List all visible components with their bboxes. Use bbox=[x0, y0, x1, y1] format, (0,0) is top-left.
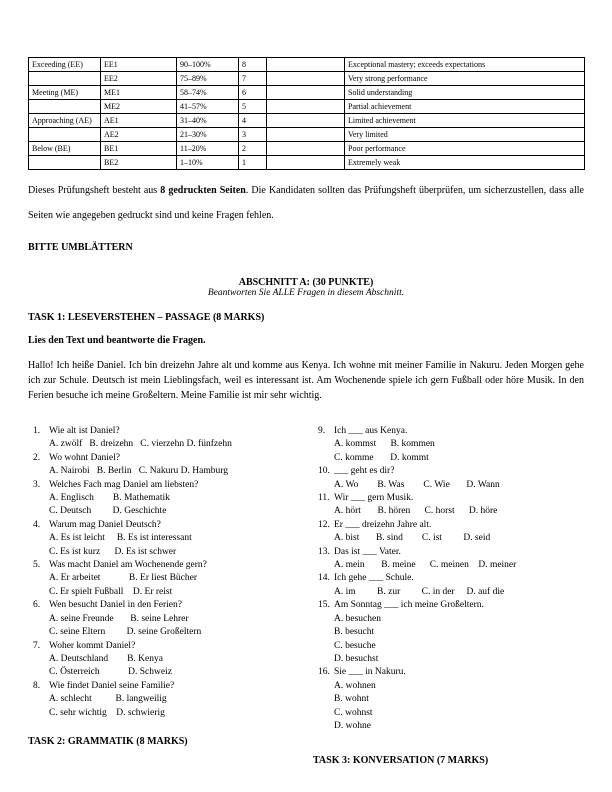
question-head bbox=[318, 519, 584, 532]
section-a-subtitle: Beantworten Sie ALLE Fragen in diesem Abschnitt. bbox=[207, 288, 405, 298]
question-head bbox=[318, 572, 584, 585]
question-head bbox=[33, 599, 310, 612]
question-text: Wie alt ist Daniel? bbox=[49, 426, 120, 436]
question-options-line: A. Englisch B. Mathematik bbox=[49, 493, 170, 504]
question-number: 12. bbox=[318, 519, 330, 530]
question-head bbox=[33, 425, 310, 438]
question-number: 8. bbox=[33, 680, 41, 691]
question-options-line: C. sehr wichtig D. schwierig bbox=[49, 707, 165, 718]
grading-table-row bbox=[29, 72, 585, 86]
question-number: 3. bbox=[33, 479, 41, 490]
task3-title: TASK 3: KONVERSATION (7 MARKS) bbox=[313, 755, 489, 767]
grading-cell-score: 6 bbox=[239, 86, 267, 100]
grading-cell-band bbox=[29, 156, 101, 170]
question-text: Ich ___ aus Kenya. bbox=[334, 426, 408, 436]
grading-cell-blank bbox=[267, 100, 345, 114]
question-text: Welches Fach mag Daniel am liebsten? bbox=[49, 479, 199, 490]
grading-table-row bbox=[29, 114, 585, 128]
question-item bbox=[318, 599, 584, 666]
grading-cell-code: BE1 bbox=[101, 142, 177, 156]
question-item bbox=[33, 452, 310, 479]
grading-cell-code: AE2 bbox=[101, 128, 177, 142]
question-text: Ich gehe ___ Schule. bbox=[334, 573, 414, 584]
question-item bbox=[33, 425, 310, 452]
question-item bbox=[318, 519, 584, 546]
grading-cell-blank bbox=[267, 142, 345, 156]
question-item bbox=[318, 546, 584, 573]
grading-cell-code: EE1 bbox=[101, 58, 177, 72]
question-number: 4. bbox=[33, 519, 41, 530]
notice-text-bold: 8 gedruckten Seiten bbox=[160, 185, 246, 196]
question-item bbox=[33, 479, 310, 519]
question-text: Wir ___ gern Musik. bbox=[334, 493, 414, 504]
section-a-header bbox=[28, 277, 584, 298]
question-options-line: A. Deutschland B. Kenya bbox=[49, 653, 163, 664]
question-text: Er ___ dreizehn Jahre alt. bbox=[334, 519, 432, 530]
grading-cell-blank bbox=[267, 156, 345, 170]
task1-title: TASK 1: LESEVERSTEHEN – PASSAGE (8 MARKS) bbox=[28, 312, 265, 323]
question-options-line: A. wohnen bbox=[334, 680, 376, 691]
grading-cell-band: Exceeding (EE) bbox=[29, 58, 101, 72]
question-options-line: A. besuchen bbox=[334, 613, 381, 624]
question-number: 11. bbox=[318, 493, 330, 504]
question-head bbox=[33, 452, 310, 465]
grading-cell-score: 8 bbox=[239, 58, 267, 72]
question-head bbox=[33, 680, 310, 693]
question-options-line: C. komme D. kommt bbox=[334, 452, 429, 463]
question-options-line: A. Nairobi B. Berlin C. Nakuru D. Hamburg bbox=[49, 466, 228, 477]
section-a-title: ABSCHNITT A: (30 PUNKTE) bbox=[238, 277, 374, 288]
grading-cell-blank bbox=[267, 114, 345, 128]
grading-cell-range: 11–20% bbox=[177, 142, 239, 156]
grading-cell-score: 5 bbox=[239, 100, 267, 114]
grading-cell-descriptor: Poor performance bbox=[345, 142, 585, 156]
reading-passage: Hallo! Ich heiße Daniel. Ich bin dreizehn Jahre alt und komme aus Kenya. Ich wohne mit meiner Familie in Nakuru. Jeden Morgen gehe ich zur Schule. Deutsch ist mein Lieblingsfach, weil es interessant ist. Am Wochenende spiele ich gern Fußball oder höre Musik. In den Ferien besuche ich meine Großeltern. Meine Familie ist mir sehr wichtig. bbox=[28, 360, 584, 401]
question-options-line: A. schlecht B. langweilig bbox=[49, 694, 167, 705]
question-text: Wie findet Daniel seine Familie? bbox=[49, 680, 175, 691]
question-number: 10. bbox=[318, 466, 330, 477]
question-options-line: A. bist B. sind C. ist D. seid bbox=[334, 533, 491, 544]
grading-cell-range: 1–10% bbox=[177, 156, 239, 170]
questions-left bbox=[28, 425, 310, 720]
grading-cell-descriptor: Very strong performance bbox=[345, 72, 585, 86]
grading-cell-score: 4 bbox=[239, 114, 267, 128]
question-text: Wo wohnt Daniel? bbox=[49, 452, 120, 463]
question-item bbox=[318, 666, 584, 733]
grading-cell-descriptor: Exceptional mastery; exceeds expectations bbox=[345, 58, 585, 72]
question-head bbox=[33, 479, 310, 492]
grading-cell-band: Meeting (ME) bbox=[29, 86, 101, 100]
notice-text-post: . Die Kandidaten sollten das Prüfungsheft überprüfen, um sicherzustellen, dass alle Seiten wie angegeben gedruckt sind und keine Fragen fehlen. bbox=[28, 185, 584, 221]
question-options-line: C. Er spielt Fußball D. Er reist bbox=[49, 586, 173, 597]
question-options-line: A. Wo B. Was C. Wie D. Wann bbox=[334, 479, 500, 490]
grading-cell-band bbox=[29, 100, 101, 114]
question-text: Was macht Daniel am Wochenende gern? bbox=[49, 560, 207, 571]
grading-cell-band bbox=[29, 72, 101, 86]
grading-cell-descriptor: Very limited bbox=[345, 128, 585, 142]
task2-title: TASK 2: GRAMMATIK (8 MARKS) bbox=[28, 735, 188, 747]
grading-cell-score: 3 bbox=[239, 128, 267, 142]
grading-cell-band bbox=[29, 128, 101, 142]
grading-cell-range: 21–30% bbox=[177, 128, 239, 142]
grading-table bbox=[28, 57, 585, 170]
question-text: Sie ___ in Nakuru. bbox=[334, 667, 406, 678]
question-number: 5. bbox=[33, 560, 41, 571]
question-options-line: C. wohnst bbox=[334, 707, 373, 718]
question-options-line: A. kommst B. kommen bbox=[334, 439, 435, 450]
question-options-line: C. Österreich D. Schweiz bbox=[49, 667, 172, 678]
question-number: 13. bbox=[318, 546, 330, 557]
questions-right bbox=[313, 425, 584, 733]
question-options-line: C. Es ist kurz D. Es ist schwer bbox=[49, 546, 177, 557]
grading-cell-code: ME1 bbox=[101, 86, 177, 100]
grading-table-row bbox=[29, 128, 585, 142]
question-text: Woher kommt Daniel? bbox=[49, 640, 136, 651]
question-options-line: D. wohne bbox=[334, 720, 371, 731]
questions-columns bbox=[28, 425, 584, 766]
grading-table-body bbox=[29, 58, 585, 170]
grading-cell-code: AE1 bbox=[101, 114, 177, 128]
question-number: 16. bbox=[318, 667, 330, 678]
question-number: 7. bbox=[33, 640, 41, 651]
question-item bbox=[33, 599, 310, 639]
question-options-line: A. Er arbeitet B. Er liest Bücher bbox=[49, 573, 198, 584]
question-number: 9. bbox=[318, 426, 326, 436]
question-item bbox=[33, 519, 310, 559]
grading-cell-range: 75–89% bbox=[177, 72, 239, 86]
question-options-line: B. wohnt bbox=[334, 694, 369, 705]
question-options-line: C. seine Eltern D. seine Großeltern bbox=[49, 627, 202, 638]
question-number: 6. bbox=[33, 600, 41, 611]
question-head bbox=[33, 559, 310, 572]
notice-text-pre: Dieses Prüfungsheft besteht aus bbox=[28, 185, 161, 196]
question-number: 2. bbox=[33, 452, 41, 463]
notice-paragraph bbox=[28, 178, 584, 228]
question-item bbox=[33, 559, 310, 599]
grading-table-row bbox=[29, 156, 585, 170]
grading-cell-score: 2 bbox=[239, 142, 267, 156]
grading-cell-blank bbox=[267, 58, 345, 72]
question-options-line: C. Deutsch D. Geschichte bbox=[49, 506, 167, 517]
question-head bbox=[33, 640, 310, 653]
grading-cell-blank bbox=[267, 128, 345, 142]
grading-cell-range: 41–57% bbox=[177, 100, 239, 114]
grading-table-row bbox=[29, 86, 585, 100]
grading-cell-band: Below (BE) bbox=[29, 142, 101, 156]
grading-cell-code: EE2 bbox=[101, 72, 177, 86]
question-options-line: A. Es ist leicht B. Es ist interessant bbox=[49, 533, 192, 544]
grading-cell-blank bbox=[267, 86, 345, 100]
question-options-line: D. besuchst bbox=[334, 653, 379, 664]
question-options-line: A. mein B. meine C. meinen D. meiner bbox=[334, 560, 517, 571]
grading-cell-band: Approaching (AE) bbox=[29, 114, 101, 128]
grading-cell-code: ME2 bbox=[101, 100, 177, 114]
grading-cell-range: 90–100% bbox=[177, 58, 239, 72]
question-number: 15. bbox=[318, 600, 330, 611]
task1-instruction: Lies den Text und beantworte die Fragen. bbox=[28, 335, 206, 346]
grading-cell-range: 31–40% bbox=[177, 114, 239, 128]
grading-table-row bbox=[29, 58, 585, 72]
questions-left-column bbox=[28, 425, 310, 766]
grading-cell-range: 58–74% bbox=[177, 86, 239, 100]
grading-cell-code: BE2 bbox=[101, 156, 177, 170]
question-text: Das ist ___ Vater. bbox=[334, 546, 401, 557]
questions-right-column bbox=[313, 425, 584, 766]
question-options-line: A. hört B. hören C. horst D. höre bbox=[334, 506, 498, 517]
question-head bbox=[318, 492, 584, 505]
question-options-line: A. seine Freunde B. seine Lehrer bbox=[49, 613, 189, 624]
question-item bbox=[318, 465, 584, 492]
grading-cell-score: 1 bbox=[239, 156, 267, 170]
question-head bbox=[33, 519, 310, 532]
question-number: 1. bbox=[33, 426, 41, 436]
question-text: Wen besucht Daniel in den Ferien? bbox=[49, 600, 182, 611]
grading-table-row bbox=[29, 142, 585, 156]
question-head bbox=[318, 425, 584, 438]
grading-cell-descriptor: Limited achievement bbox=[345, 114, 585, 128]
question-options-line: A. im B. zur C. in der D. auf die bbox=[334, 586, 505, 597]
question-head bbox=[318, 465, 584, 478]
question-item bbox=[33, 680, 310, 720]
question-options-line: C. besuche bbox=[334, 640, 376, 651]
question-number: 14. bbox=[318, 573, 330, 584]
question-head bbox=[318, 546, 584, 559]
turn-over-heading: BITTE UMBLÄTTERN bbox=[28, 242, 133, 253]
question-options-line: B. besucht bbox=[334, 627, 375, 638]
question-text: ___ geht es dir? bbox=[334, 466, 395, 477]
grading-cell-descriptor: Solid understanding bbox=[345, 86, 585, 100]
question-text: Am Sonntag ___ ich meine Großeltern. bbox=[334, 600, 484, 611]
grading-cell-descriptor: Extremely weak bbox=[345, 156, 585, 170]
question-head bbox=[318, 599, 584, 612]
grading-cell-blank bbox=[267, 72, 345, 86]
question-head bbox=[318, 666, 584, 679]
question-item bbox=[318, 425, 584, 465]
question-item bbox=[33, 640, 310, 680]
question-item bbox=[318, 492, 584, 519]
grading-cell-score: 7 bbox=[239, 72, 267, 86]
question-options-line: A. zwölf B. dreizehn C. vierzehn D. fünfzehn bbox=[49, 439, 232, 450]
grading-cell-descriptor: Partial achievement bbox=[345, 100, 585, 114]
question-text: Warum mag Daniel Deutsch? bbox=[49, 519, 161, 530]
grading-table-row bbox=[29, 100, 585, 114]
question-item bbox=[318, 572, 584, 599]
